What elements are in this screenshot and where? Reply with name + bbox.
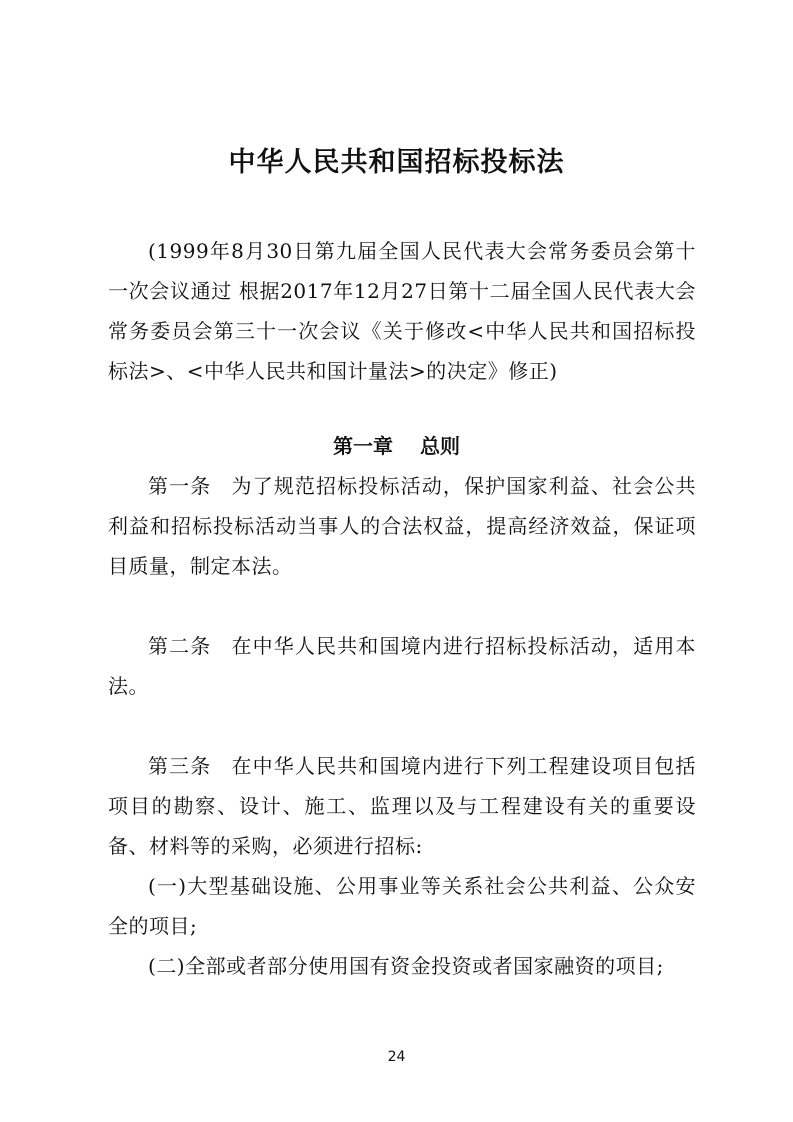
article-text: 在中华人民共和国境内进行招标投标活动，适用本法。 — [108, 634, 696, 698]
list-item-1: (一)大型基础设施、公用事业等关系社会公共利益、公众安全的项目; — [108, 874, 696, 938]
page-number: 24 — [387, 1049, 406, 1065]
article-label: 第一条 — [148, 474, 212, 498]
preamble-paragraph: (1999年8月30日第九届全国人民代表大会常务委员会第十一次会议通过 根据2017年12月27日第十二届全国人民代表大会常务委员会第三十一次会议《关于修改<中华人民共和国招标投标法>、<中华人民共和国计量法>的决定》修正) — [108, 239, 696, 383]
article-text: 为了规范招标投标活动，保护国家利益、社会公共利益和招标投标活动当事人的合法权益，提高经济效益，保证项目质量，制定本法。 — [108, 474, 696, 578]
list-item-2: (二)全部或者部分使用国有资金投资或者国家融资的项目; — [148, 954, 664, 978]
article-label: 第二条 — [148, 634, 212, 658]
article-1 — [108, 466, 696, 586]
document-title: 中华人民共和国招标投标法 — [228, 147, 565, 178]
article-2 — [108, 626, 696, 706]
chapter-heading: 第一章 总则 — [333, 434, 460, 458]
article-text: 在中华人民共和国境内进行下列工程建设项目包括项目的勘察、设计、施工、监理以及与工程建设有关的重要设备、材料等的采购，必须进行招标: — [108, 754, 696, 858]
article-3 — [108, 746, 696, 866]
article-label: 第三条 — [148, 754, 212, 778]
